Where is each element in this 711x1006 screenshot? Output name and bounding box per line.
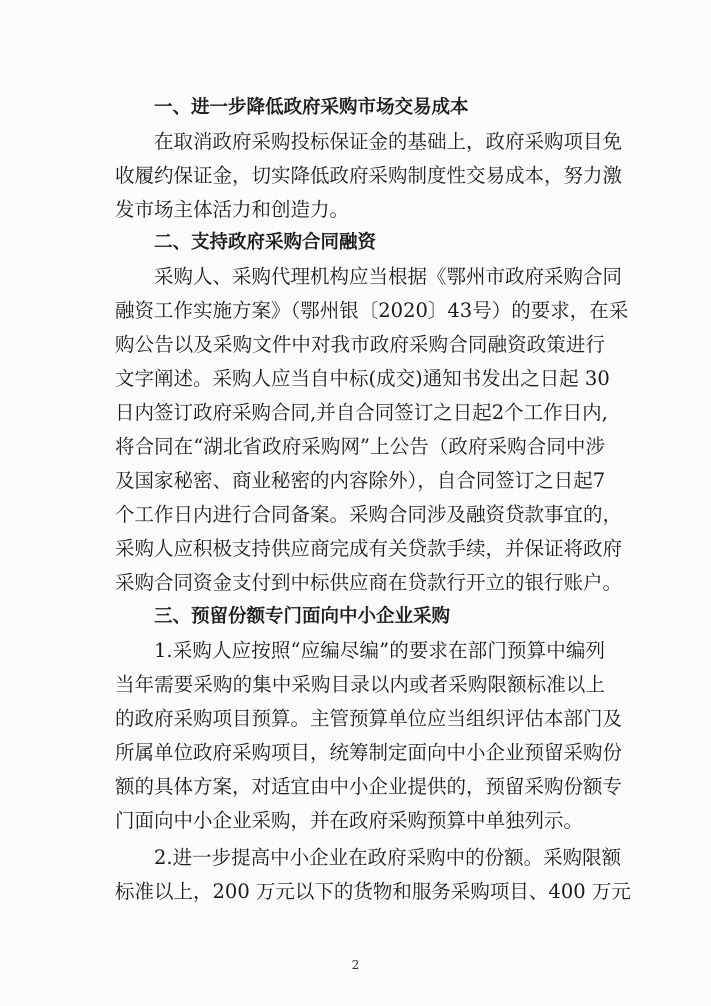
section-2-line-8: 个工作日内进行合同备案。采购合同涉及融资贷款事宜的， [115, 503, 623, 526]
section-1-line-2: 收履约保证金，切实降低政府采购制度性交易成本，努力激 [115, 164, 623, 187]
section-3-para-1-line-6: 门面向中小企业采购，并在政府采购预算中单独列示。 [115, 809, 584, 832]
section-3-para-1-line-2: 当年需要采购的集中采购目录以内或者采购限额标准以上 [115, 673, 605, 696]
section-2-line-4: 文字阐述。采购人应当自中标(成交)通知书发出之日起 30 [115, 367, 610, 390]
section-2-line-3: 购公告以及采购文件中对我市政府采购合同融资政策进行 [115, 333, 605, 356]
section-3-heading: 三、预留份额专门面向中小企业采购 [154, 606, 451, 627]
section-3-para-1-line-1: 1.采购人应按照“应编尽编”的要求在部门预算中编列 [154, 639, 605, 662]
section-2-line-2: 融资工作实施方案》（鄂州银〔2020〕43号）的要求，在采 [115, 299, 629, 322]
section-2-line-5: 日内签订政府采购合同,并自合同签订之日起2个工作日内, [115, 401, 608, 424]
section-3-para-1-line-4: 所属单位政府采购项目，统筹制定面向中小企业预留采购份 [115, 741, 623, 764]
section-1-heading: 一、进一步降低政府采购市场交易成本 [154, 97, 469, 118]
section-3-para-1-line-5: 额的具体方案，对适宜由中小企业提供的，预留采购份额专 [115, 775, 623, 798]
section-1-line-1: 在取消政府采购投标保证金的基础上，政府采购项目免 [154, 130, 623, 153]
section-3-para-2-line-1: 2.进一步提高中小企业在政府采购中的份额。采购限额 [154, 846, 622, 869]
section-1-line-3: 发市场主体活力和创造力。 [115, 198, 350, 221]
section-2-line-7: 及国家秘密、商业秘密的内容除外），自合同签订之日起7 [115, 469, 606, 492]
section-2-line-9: 采购人应积极支持供应商完成有关贷款手续，并保证将政府 [115, 537, 623, 560]
section-3-para-1-line-3: 的政府采购项目预算。主管预算单位应当组织评估本部门及 [115, 707, 623, 730]
section-2-line-10: 采购合同资金支付到中标供应商在贷款行开立的银行账户。 [115, 571, 623, 594]
section-2-line-1: 采购人、采购代理机构应当根据《鄂州市政府采购合同 [154, 265, 623, 288]
section-2-line-6: 将合同在“湖北省政府采购网”上公告（政府采购合同中涉 [115, 435, 605, 458]
section-2-heading: 二、支持政府采购合同融资 [154, 232, 377, 253]
section-3-para-2-line-2: 标准以上，200 万元以下的货物和服务采购项目、400 万元 [115, 880, 631, 903]
page-number: 2 [351, 958, 360, 972]
